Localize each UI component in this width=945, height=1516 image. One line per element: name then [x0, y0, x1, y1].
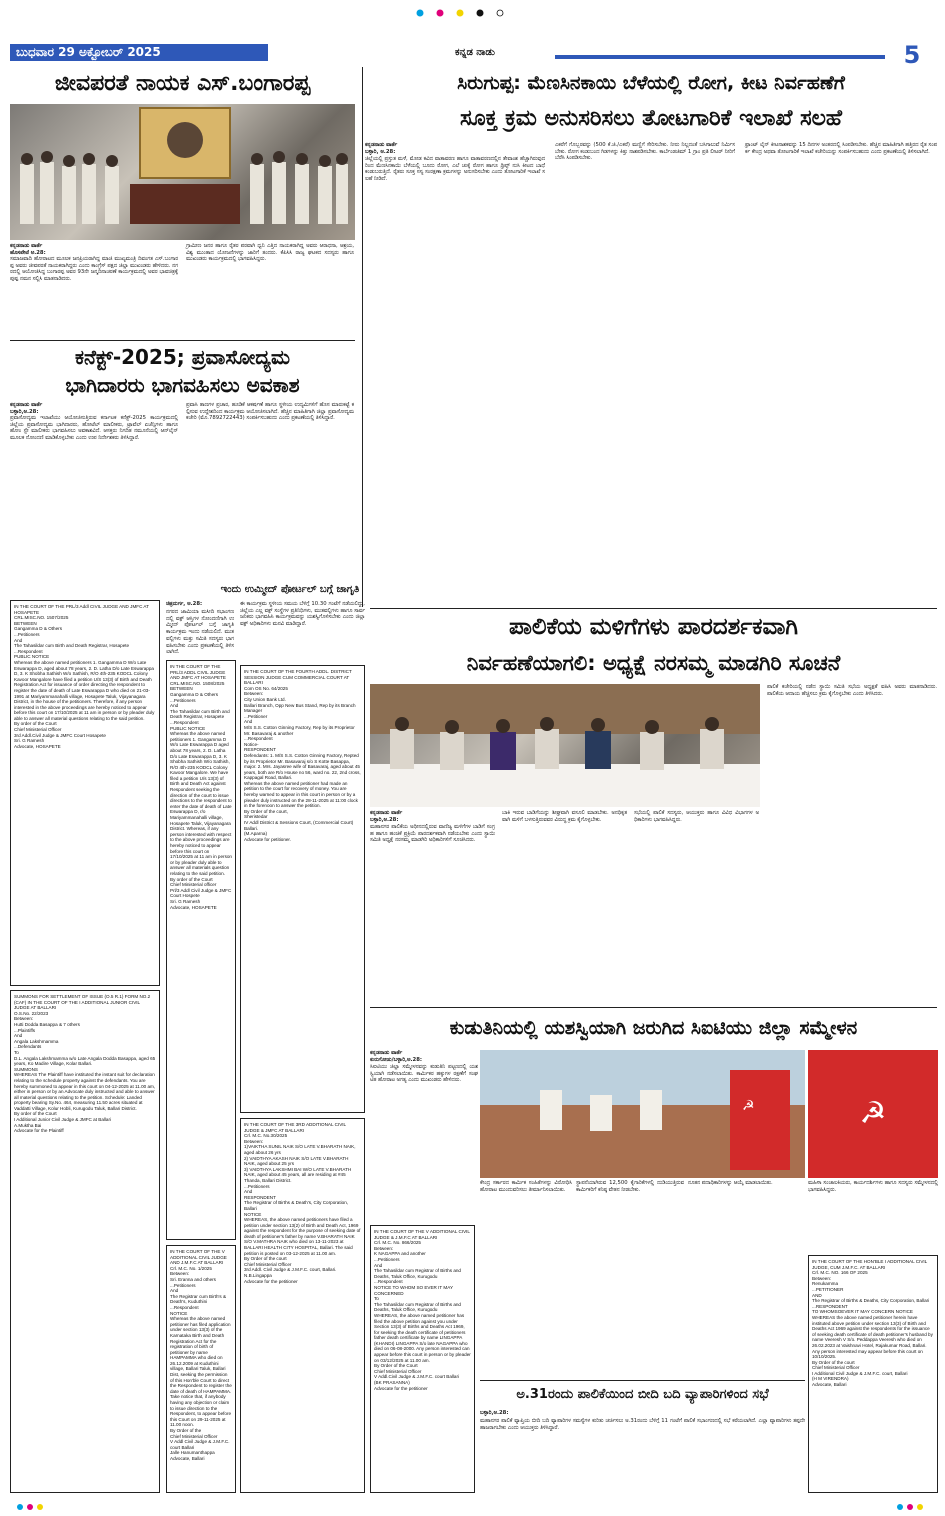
court-notice: IN THE COURT OF THE FOURTH ADDL. DISTRICT SESSION JUDGE CUM COMMERCIAL COURT AT BALLARI Com OS No. 64/2025 Between: City Union Bank Ltd. Ballari Branch, Opp New Bus Stand, Rep by its Branch Manager ...Petitioner And M/S S.S. Cotton Ginning Factory, Rep by its Proprietor Mr. Basavaraj & another ...Respondent Notice- RESPONDENT Defendants: 1. M/S S.S. Cotton Ginning Factory, Repted by its Proprietor Mr. Basavaraj s/o S Kotte Basappa, major. 2. Mrs. Jayasree wife of Basavaraj, aged about 45 years, both are R/o House no 56, ward no. 22, 2nd cross, Kappagal Road, Ballari. Whereas the above named petitioner had made an petition to the court for recovery of money. You are hereby warned to appear in this court in person or by a pleader duly instructed on the 28-11-2025 at 11:00 clock in the forenoon to answer the petition. By Order of the court, Sheristedar IV Addl District & Sessions Court, (Commercial Court) Ballari. (M.Aparna) Advocate for petitioner. — [240, 665, 365, 1113]
citu-flag — [808, 1050, 938, 1178]
article1-body-col2: ಗ್ರಾಮೀಣ ಜನರ ಹಾಗೂ ರೈತರ ಪರವಾಗಿ ಧ್ವನಿ ಎತ್ತಿದ ನಾಯಕರಾಗಿದ್ದ ಅವರು ಆರಾಧನಾ, ಆಶ್ರಯ, ವಿಶ್ವ ಮುಂತಾದ ಯೋಜನೆಗಳನ್ನು ಜಾರಿಗೆ ತಂದರು. ಕೆಪಿಸಿಸಿ ರಾಜ್ಯ ಘಟಕದ ಸದಸ್ಯರು ಹಾಗೂ ಮುಖಂಡರು ಕಾರ್ಯಕ್ರಮದಲ್ಲಿ ಭಾಗವಹಿಸಿದ್ದರು. — [186, 243, 356, 263]
divider — [370, 1007, 937, 1008]
article6-headline: ಇಂದು ಉಮ್ಮೀದ್ ಪೋರ್ಟಲ್ ಬಗ್ಗೆ ಜಾಗೃತಿ — [220, 584, 360, 595]
article5-headline: ಕುಡುತಿನಿಯಲ್ಲಿ ಯಶಸ್ವಿಯಾಗಿ ಜರುಗಿದ ಸಿಐಟಿಯು ಜಿಲ್ಲಾ ಸಮ್ಮೇಳನ — [449, 1017, 858, 1039]
article6-body: ನಗರದ ಜಾಮಿಯಾ ಮಸೀದಿ ಸಭಾಂಗಣದಲ್ಲಿ ವಕ್ಫ್ ಆಸ್ತಿಗಳ ನೋಂದಣಿಗಾಗಿ ಉಮ್ಮೀದ್ ಪೋರ್ಟಲ್ ಬಗ್ಗೆ ಜಾಗೃತಿ ಕಾರ್ಯಕ್ರಮ ಇಂದು ನಡೆಯಲಿದೆ. ಮುತವಲ್ಲಿಗಳು ಮತ್ತು ಸಮಿತಿ ಸದಸ್ಯರು ಭಾಗವಹಿಸಬೇಕು ಎಂದು ಪ್ರಕಟಣೆಯಲ್ಲಿ ತಿಳಿಸಲಾಗಿದೆ. — [166, 609, 236, 656]
registration-dots-icon — [380, 9, 540, 17]
article3-body-col3: ಫ್ರಾಂಟ್ ಲೈನ್ ಕೀಟನಾಶಕವನ್ನು 15 ದಿನಗಳ ಅಂತರದಲ್ಲಿ ಸಿಂಪಡಿಸಬೇಕು. ಹೆಚ್ಚಿನ ಮಾಹಿತಿಗಾಗಿ ಹತ್ತಿರದ ರೈತ ಸಂಪರ್ಕ ಕೇಂದ್ರ ಅಥವಾ ತೋಟಗಾರಿಕೆ ಇಲಾಖೆ ಕಚೇರಿಯನ್ನು ಸಂಪರ್ಕಿಸಬಹುದು ಎಂದು ಪ್ರಕಟಣೆಯಲ್ಲಿ ತಿಳಿಸಲಾಗಿದೆ. — [745, 142, 937, 155]
court-notice: IN THE COURT OF THE PRL/3 Addl CIVIL JUDGE AND JMFC AT HOSAPETE CRL.MISC.NO. 1507/2025 BETWEEN Gangamma D & Others ...Petitioners And The Tahasildar cum Birth and Death Registrar, Hosapete ...Respondent PUBLIC NOTICE Whereas the above named petitioners 1. Gangamma D W/o Late Eswarappa D, aged about 78 years, 2. D. Latha D/o Late Eswarappa D, 3. K Shobha Sathish W/o Sathish, R/O 4th-235 KODCL Colony Kavoor Mangalore have filed a petition U/S 13(3) of Birth and Death Registration Act for issuance of order directing the respondent to register the date of death of Late Eswarappa D who died on 21-03-1991 at Mariyammanahalli village, Hosapete Taluk, Vijayanagara District, in the house of the petitioners. Therefore, if any person interested in the above proceedings are hereby noticed to appear before this court on 17/10/2025 at 11 am in person or by pleader duly able to answer all material questions relating to the said petition. By order of the Court Chief Ministerial Officer 3rd Addl.Civil Judge & JMFC Court Hosapete Sri. G Ramesh Advocate, HOSAPETE — [10, 600, 160, 986]
article6-continued: ಈ ಕಾರ್ಯಕ್ರಮ ಸ್ಥಳೀಯ ಸಮಯ ಬೆಳಿಗ್ಗೆ 10.30 ಗಂಟೆಗೆ ನಡೆಯಲಿದ್ದು, ಜಿಲ್ಲೆಯ ಎಲ್ಲ ವಕ್ಫ್ ಸಂಸ್ಥೆಗಳ ಪ್ರತಿನಿಧಿಗಳು, ಮುತವಲ್ಲಿಗಳು ಹಾಗೂ ಸಾರ್ವಜನಿಕರು ಭಾಗವಹಿಸಿ ಕಾರ್ಯಕ್ರಮವನ್ನು ಯಶಸ್ವಿಗೊಳಿಸಬೇಕು ಎಂದು ಜಿಲ್ಲಾ ವಕ್ಫ್ ಅಧಿಕಾರಿಗಳು ಮನವಿ ಮಾಡಿದ್ದಾರೆ. — [240, 601, 367, 628]
article4-body-col3: ಸಭೆಯಲ್ಲಿ ಪಾಲಿಕೆ ಸದಸ್ಯರು, ಆಯುಕ್ತರು ಹಾಗೂ ವಿವಿಧ ವಿಭಾಗಗಳ ಅಧಿಕಾರಿಗಳು ಭಾಗವಹಿಸಿದ್ದರು. — [634, 810, 759, 823]
article3-dateline: ಕನ್ನಡನಾಡು ವಾರ್ತೆ ಬಳ್ಳಾರಿ, ಅ.28: — [365, 142, 398, 155]
article5-body-col5: ಮಹಿಳಾ ಸಂಚಾಲಕಿಯರು, ಕಾರ್ಯದರ್ಶಿಗಳು ಹಾಗೂ ಸದಸ್ಯರು ಸಮ್ಮೇಳನದಲ್ಲಿ ಭಾಗವಹಿಸಿದ್ದರು. — [808, 1180, 940, 1193]
article2-body-col1: ಪ್ರವಾಸೋದ್ಯಮ ಇಲಾಖೆಯು ಆಯೋಜಿಸುತ್ತಿರುವ ಕರ್ನಾಟಕ ಕನೆಕ್ಟ್-2025 ಕಾರ್ಯಕ್ರಮದಲ್ಲಿ ಜಿಲ್ಲೆಯ ಪ್ರವಾಸೋದ್ಯಮ ಭಾಗಿದಾರರು, ಹೋಟೆಲ್ ಮಾಲೀಕರು, ಟ್ರಾವೆಲ್ ಏಜೆನ್ಸಿಗಳು ಹಾಗೂ ಹೋಂ ಸ್ಟೇ ಮಾಲೀಕರು ಭಾಗವಹಿಸಲು ಅವಕಾಶವಿದೆ. ಆಸಕ್ತರು ನಿಗದಿತ ನಮೂನೆಯಲ್ಲಿ ಆನ್‌ಲೈನ್ ಮೂಲಕ ನೋಂದಣಿ ಮಾಡಿಕೊಳ್ಳಬೇಕು ಎಂದು ಉಪ ನಿರ್ದೇಶಕರು ತಿಳಿಸಿದ್ದಾರೆ. — [10, 415, 180, 442]
page-number-bar — [555, 55, 885, 59]
bottom-registration-marks — [0, 1497, 945, 1507]
divider — [370, 608, 937, 609]
article7-dateline: ಬಳ್ಳಾರಿ,ಅ.28: — [480, 1410, 509, 1416]
article7-headline: ಅ.31ರಂದು ಪಾಲಿಕೆಯಿಂದ ಬೀದಿ ಬದಿ ವ್ಯಾಪಾರಿಗಳಿಂದ ಸಭೆ — [516, 1387, 769, 1402]
article3-headline-line1: ಸಿರುಗುಪ್ಪ: ಮೆಣಸಿನಕಾಯಿ ಬೆಳೆಯಲ್ಲಿ ರೋಗ, ಕೀಟ ನಿರ್ವಹಣೆಗೆ — [457, 72, 845, 94]
court-notice: IN THE COURT OF THE HON'BLE I ADDITIONAL CIVIL JUDGE, CUM J.M.F.C. AT BALLARI Crl. M.C. NO. 166 OF 2025 Between: Renukamma ...PETITIONER AND The Registrar of Births & Deaths, City Corporation, Ballari ...RESPONDENT TO WHOMSOEVER IT MAY CONCERN NOTICE WHEREAS the above named petitioner herein have instituted above petition under section 13(3) of Birth and Deaths Act 1969 against the respondents for the issuance of seeking death certificate of death petitioner's husband by name Veeresh V S/o. Peddappa Veeresh who died on 26.02.2023 at Vaishnavi Hotel, Rajakumar Road, Ballari. Any person interested may appear before this court on 10/10/2025. By Order of the court Chief Ministerial Officer I Additional Civil Judge & J.M.F.C. court, Ballari (H M VIRENDRA) Advocate, Ballari — [808, 1255, 938, 1493]
article5-body-col1: ಸಿಐಟಿಯು ಜಿಲ್ಲಾ ಸಮ್ಮೇಳನವನ್ನು ಕುಡುತಿನಿ ಪಟ್ಟಣದಲ್ಲಿ ಯಶಸ್ವಿಯಾಗಿ ನಡೆಸಲಾಯಿತು. ಕಾರ್ಮಿಕರ ಹಕ್ಕುಗಳ ರಕ್ಷಣೆಗೆ ಸಂಘಟಿತ ಹೋರಾಟ ಅಗತ್ಯ ಎಂದು ಮುಖಂಡರು ಹೇಳಿದರು. — [370, 1064, 478, 1084]
article4-dateline: ಕನ್ನಡನಾಡು ವಾರ್ತೆ ಬಳ್ಳಾರಿ,ಅ.28: — [370, 810, 403, 823]
meeting-photo-icon — [370, 684, 760, 807]
article1-photo — [10, 104, 355, 240]
article7-body: ಮಹಾನಗರ ಪಾಲಿಕೆ ವ್ಯಾಪ್ತಿಯ ಬೀದಿ ಬದಿ ವ್ಯಾಪಾರಿಗಳ ಸಮಸ್ಯೆಗಳ ಕುರಿತು ಚರ್ಚಿಸಲು ಅ.31ರಂದು ಬೆಳಿಗ್ಗೆ 11 ಗಂಟೆಗೆ ಪಾಲಿಕೆ ಸಭಾಂಗಣದಲ್ಲಿ ಸಭೆ ಕರೆಯಲಾಗಿದೆ. ಎಲ್ಲಾ ವ್ಯಾಪಾರಿಗಳು ತಪ್ಪದೇ ಹಾಜರಾಗಬೇಕು ಎಂದು ಆಯುಕ್ತರು ತಿಳಿಸಿದ್ದಾರೆ. — [480, 1418, 807, 1431]
article5-body-col2: ಕೇಂದ್ರ ಸರ್ಕಾರದ ಕಾರ್ಮಿಕ ಸಂಹಿತೆಗಳನ್ನು ವಿರೋಧಿಸಿ ಹೋರಾಟ ಮುಂದುವರಿಸಲು ತೀರ್ಮಾನಿಸಲಾಯಿತು. — [480, 1180, 574, 1193]
article6-dateline: ಚಿತ್ರದುರ್ಗ, ಅ.28: — [166, 601, 203, 607]
group-photo-icon — [10, 104, 355, 240]
article4-body-col4: ಪಾಲಿಕೆ ಕಚೇರಿಯಲ್ಲಿ ನಡೆದ ಸ್ಥಾಯಿ ಸಮಿತಿ ಸಭೆಯ ಅಧ್ಯಕ್ಷತೆ ವಹಿಸಿ ಅವರು ಮಾತನಾಡಿದರು. ಪಾಲಿಕೆಯ ಆದಾಯ ಹೆಚ್ಚಿಸಲು ಕ್ರಮ ಕೈಗೊಳ್ಳಬೇಕು ಎಂದು ತಿಳಿಸಿದರು. — [767, 684, 939, 697]
article4-headline-line2: ನಿರ್ವಹಣೆಯಾಗಲಿ: ಅಧ್ಯಕ್ಷೆ ನರಸಮ್ಮ ಮಾಡಗಿರಿ ಸೂಚನೆ — [466, 651, 841, 675]
divider — [10, 340, 355, 341]
masthead — [0, 0, 945, 69]
page-number: 5 — [903, 41, 921, 69]
article1-dateline: ಕನ್ನಡನಾಡು ವಾರ್ತೆ ಹೊಸಪೇಟೆ ಅ.28: — [10, 243, 46, 256]
divider — [480, 1380, 805, 1381]
article4-body-col2: ಬಾಕಿ ಇರುವ ಬಾಡಿಗೆಯನ್ನು ಶೀಘ್ರವಾಗಿ ವಸೂಲಿ ಮಾಡಬೇಕು. ಅನಧಿಕೃತವಾಗಿ ಮಳಿಗೆ ಬಳಸುತ್ತಿರುವವರ ವಿರುದ್ಧ ಕ್ರಮ ಕೈಗೊಳ್ಳಬೇಕು. — [502, 810, 627, 823]
article3-headline-line2: ಸೂಕ್ತ ಕ್ರಮ ಅನುಸರಿಸಲು ತೋಟಗಾರಿಕೆ ಇಲಾಖೆ ಸಲಹೆ — [459, 106, 843, 131]
article4-photo — [370, 684, 760, 807]
court-notice: IN THE COURT OF THE 3RD ADDITIONAL CIVIL JUDGE & JMFC AT BALLARI Crl. M.C. No.30/2025 Between: 1)VAIKTHA SUNIL NAIK S/O LATE V.BHARATH NAIK, aged about 26 yrs 2) VAIDTHYA AKASH NAIK S/O LATE V.BHARATH NAIK, aged about 25 yrs 3) VAIDTHYA LAKSHMI BAI W/O LATE V.BHARATH NAIK, aged about 45 years, all are residing at #45 Thanda, Ballari District. ...Petitioners And RESPONDENT The Registrar of Births & Death's, City Corporation, Ballari NOTICE WHEREAS, the above named petitioners have filed a petition under section 13(2) of Birth and Death Act, 1969 against the respondent for the purpose of seeking date of death of petitioner's father by name V.BHARATH NAIK S/O V.MATHRA NAIK who died on 13-11-2023 at BALLARI HEALTH CITY HOSPITAL, Ballari. The said petition is posted on 03-12-2025 at 11.00 am. By Order of the court Chief Ministerial Officer 3rd Addl. Civil Judge & J.M.F.C. court, Ballari. N.B.Lingappa Advocate for the petitioner — [240, 1118, 365, 1493]
court-notice: IN THE COURT OF THE V ADDITIONAL CIVIL JUDGE AND J.M.F.C AT BALLARI Crl. M.C. No. 1/2025 Between: Sri. Eranna and others ...Petitioners And The Registrar cum Birth's & Death's, Kuduthini ...Respondent NOTICE Whereas the above named petitioner has filed application under section 13(3) of the Karnataka Birth and Death Registration Act for the registration of birth of petitioner by name HAMPAMMA who died on 26.12.2009 at Kuduthini village, Ballari Taluk, Ballari Dist, seeking the permission of this Hon'ble Court to direct the Respondent to register the date of death of HAMPAMMA. Take notice that, if anybody having any objection or claim to issue direction to the Respondent, to appear before this Court on 29-11-2025 at 11.00 noon. By Order of the Chief Ministerial Officer V Addl Civil Judge & J.M.F.C. court Ballari Jalle Hanumanthappa Advocate, Ballari — [166, 1245, 236, 1493]
registration-dots-icon — [0, 1502, 945, 1512]
article2-body-col2: ಪ್ರವಾಸಿ ತಾಣಗಳ ಪ್ರಚಾರ, ಹೂಡಿಕೆ ಆಕರ್ಷಣೆ ಹಾಗೂ ಸ್ಥಳೀಯ ಉದ್ಯಮಿಗಳಿಗೆ ಹೊಸ ಮಾರುಕಟ್ಟೆ ಕಲ್ಪಿಸುವ ಉದ್ದೇಶದಿಂದ ಕಾರ್ಯಕ್ರಮ ಆಯೋಜಿಸಲಾಗಿದೆ. ಹೆಚ್ಚಿನ ಮಾಹಿತಿಗಾಗಿ ಜಿಲ್ಲಾ ಪ್ರವಾಸೋದ್ಯಮ ಕಚೇರಿ (ಮೊ.7892722443) ಸಂಪರ್ಕಿಸಬಹುದು ಎಂದು ಪ್ರಕಟಣೆಯಲ್ಲಿ ತಿಳಿಸಿದ್ದಾರೆ. — [186, 402, 356, 422]
article3-body-col1: ಜಿಲ್ಲೆಯಲ್ಲಿ ಪ್ರಸ್ತುತ ಮಳೆ, ಮೋಡ ಕವಿದ ವಾತಾವರಣ ಹಾಗೂ ವಾತಾವರಣದಲ್ಲಿನ ತೇವಾಂಶ ಹೆಚ್ಚಾಗಿರುವುದರಿಂದ ಮೆಣಸಿನಕಾಯಿ ಬೆಳೆಯಲ್ಲಿ ಬೂದು ರೋಗ, ಎಲೆ ಚುಕ್ಕೆ ರೋಗ ಹಾಗೂ ಥ್ರಿಪ್ಸ್ ನುಸಿ ಕೀಟದ ಬಾಧೆ ಕಂಡುಬರುತ್ತಿದೆ. ರೈತರು ಸೂಕ್ತ ಸಸ್ಯ ಸಂರಕ್ಷಣಾ ಕ್ರಮಗಳನ್ನು ಅನುಸರಿಸಬೇಕು ಎಂದು ತೋಟಗಾರಿಕೆ ಇಲಾಖೆ ಸಲಹೆ ನೀಡಿದೆ. — [365, 156, 547, 183]
registration-marks — [380, 2, 540, 10]
paper-name: ಕನ್ನಡ ನಾಡು — [455, 47, 495, 58]
rally-photo-icon — [480, 1050, 805, 1178]
divider — [362, 67, 363, 607]
article2-headline-line1: ಕನೆಕ್ಟ್-2025; ಪ್ರವಾಸೋದ್ಯಮ — [74, 345, 290, 369]
article4-headline-line1: ಪಾಲಿಕೆಯ ಮಳಿಗೆಗಳು ಪಾರದರ್ಶಕವಾಗಿ — [509, 614, 798, 640]
article5-dateline: ಕನ್ನಡನಾಡು ವಾರ್ತೆ ಕುರುಗೋಡು/ಬಳ್ಳಾರಿ,ಅ.28: — [370, 1050, 422, 1063]
date-bar — [10, 44, 268, 61]
article5-body-col3: ಸ್ಥಾಪನೆಯಾಗಿರುವ 12,500 ಕೈಗಾರಿಕೆಗಳಲ್ಲಿ ದುಡಿಯುತ್ತಿರುವ ಕಾರ್ಮಿಕರಿಗೆ ಕನಿಷ್ಠ ವೇತನ ನೀಡಬೇಕು. — [576, 1180, 686, 1193]
article2-dateline: ಕನ್ನಡನಾಡು ವಾರ್ತೆ ಬಳ್ಳಾರಿ,ಅ.28: — [10, 402, 43, 415]
hammer-sickle-icon: ☭ — [859, 1096, 887, 1131]
article3-body-col2: ಎಕರೆಗೆ ಗೊಬ್ಬರವನ್ನು (500 ಕೆ.ಜಿ./ಎಕರೆ) ಮಣ್ಣಿಗೆ ಸೇರಿಸಬೇಕು. ನೀರು ನಿಲ್ಲದಂತೆ ಬಸಿಗಾಲುವೆ ನಿರ್ಮಿಸಬೇಕು. ರೋಗ ಕಂಡುಬಂದ ಗಿಡಗಳನ್ನು ಕಿತ್ತು ನಾಶಪಡಿಸಬೇಕು. ಕಾರ್ಬೆಂಡಜಿಮ್ 1 ಗ್ರಾಂ ಪ್ರತಿ ಲೀಟರ್ ನೀರಿಗೆ ಬೆರೆಸಿ ಸಿಂಪಡಿಸಬೇಕು. — [555, 142, 737, 162]
article1-headline: ಜೀವಪರತೆ ನಾಯಕ ಎಸ್.ಬಂಗಾರಪ್ಪ — [54, 71, 311, 96]
article1-body-col1: ಸಮಾಜವಾದಿ ಹೋರಾಟದ ಮೂಲಕ ಜನಪ್ರಿಯರಾಗಿದ್ದ ಮಾಜಿ ಮುಖ್ಯಮಂತ್ರಿ ದಿವಂಗತ ಎಸ್.ಬಂಗಾರಪ್ಪ ಅವರು ಜೀವಪರತೆ ನಾಯಕರಾಗಿದ್ದರು ಎಂದು ಕಾಂಗ್ರೆಸ್ ಪಕ್ಷದ ಜಿಲ್ಲಾ ಮುಖಂಡರು ಹೇಳಿದರು. ನಗರದಲ್ಲಿ ಆಯೋಜಿಸಿದ್ದ ಬಂಗಾರಪ್ಪ ಅವರ 93ನೇ ಜನ್ಮದಿನಾಚರಣೆ ಕಾರ್ಯಕ್ರಮದಲ್ಲಿ ಅವರ ಭಾವಚಿತ್ರಕ್ಕೆ ಪುಷ್ಪ ನಮನ ಸಲ್ಲಿಸಿ ಮಾತನಾಡಿದರು. — [10, 256, 180, 283]
svg-text:☭: ☭ — [742, 1098, 755, 1114]
article5-photo — [480, 1050, 805, 1178]
article4-body-col1: ಮಹಾನಗರ ಪಾಲಿಕೆಯ ಅಧೀನದಲ್ಲಿರುವ ವಾಣಿಜ್ಯ ಮಳಿಗೆಗಳ ಬಾಡಿಗೆ ಸಂಗ್ರಹ ಹಾಗೂ ಹಂಚಿಕೆ ಪ್ರಕ್ರಿಯೆ ಪಾರದರ್ಶಕವಾಗಿ ನಡೆಯಬೇಕು ಎಂದು ಸ್ಥಾಯಿ ಸಮಿತಿ ಅಧ್ಯಕ್ಷೆ ನರಸಮ್ಮ ಮಾಡಗಿರಿ ಅಧಿಕಾರಿಗಳಿಗೆ ಸೂಚಿಸಿದರು. — [370, 824, 497, 844]
court-notice: SUMMONS FOR SETTLEMENT OF ISSUE (O.5 R.1) FORM NO.2 (CAF) IN THE COURT OF THE I ADDITIONAL JUNIOR CIVIL JUDGE AT BALLARI O.S.No. 22/2023 Between: Hutti Dodda Basappa & 7 others ...Plaintiffs And Angala Lakshmamma ...Defendants To D.L. Angala Lakshmamma w/o Late Angala Dodda Basappa, aged 65 years, Ko Madire Village, Kolar Ballari. SUMMONS WHEREAS The Plaintiff have instituted the instant suit for declaration relating to the schedule property against the defendants. You are hereby summoned to appear in this court on 04-12-2025 at 11.00 am, either in person or by an Advocate duly instructed and able to answer all material questions relating to the petition. Schedule: Landed property bearing Sy.No. 464, measuring 11.50 acres situated at Vaddatti Village, Kolur Hobli, Kurugodu Taluk, Ballari District. By order of the Court I Additional Junior Civil Judge & JMFC at Ballari A.Muktha Bai Advocate for the Plaintiff — [10, 990, 160, 1493]
court-notice: IN THE COURT OF THE PRL/3 ADDL CIVIL JUDGE AND JMFC AT HOSAPETE CRL.MISC.NO. 1508/2025 BETWEEN Gangamma D & Others ...Petitioners And The Tahasildar cum Birth and Death Registrar, Hosapete ...Respondent PUBLIC NOTICE Whereas the above named petitioners 1. Gangamma D W/o Late Eswarappa D aged about 78 years, 2. D. Latha D/o Late Eswarappa D, 3. K Shobha Sathish W/o Sathish, R/O 4th-235 KODCL Colony Kavoor Mangalore. We have filed a petition U/s 13(3) of Birth and Death Act against Respondent seeking the direction of the court to issue directions to the respondent to enter the date of death of Late Eswarappa D, r/o Mariyammanahalli village, Hosapete Taluk, Vijayanagara District. Whereas, if any person interested with respect to the above proceedings are hereby noticed to appear before this court on 17/10/2025 at 11 am in person or by pleader duly able to answer all materials question relating to the said petition. By order of the Court Chief Ministerial officer Prl/3 Addl Civil Judge & JMFC Court Hospete Sri. G Ramesh Advocate, HOSAPETE — [166, 660, 236, 1240]
article2-headline-line2: ಭಾಗಿದಾರರು ಭಾಗವಹಿಸಲು ಅವಕಾಶ — [65, 373, 300, 397]
issue-date: ಬುಧವಾರ 29 ಅಕ್ಟೋಬರ್ 2025 — [16, 45, 161, 59]
article5-body-col4: ನೂತನ ಪದಾಧಿಕಾರಿಗಳನ್ನು ಆಯ್ಕೆ ಮಾಡಲಾಯಿತು. — [688, 1180, 773, 1186]
court-notice: IN THE COURT OF THE V ADDITIONAL CIVIL JUDGE & J.M.F.C AT BALLARI Crl. M.C. No. 866/2025 Between: K NAGAPPA and another ...Petitioners And The Tahasildar cum Registrar of Births and Deaths, Taluk Office, Kurugodu ...Respondent NOTICE TO WHOM SO EVER IT MAY CONCERNED To The Tahasildar cum Registrar of Births and Deaths, Taluk Office, Kurugodu WHEREAS, the above named petitioner has filed the above petition against you under Section 13(3) of Births and Deaths Act 1969, for seeking the death certificate of petitioners father death certificate by name LINGAPPA (KHANDI) LINGAPPA S/o late NAGAPPA who died on 06-08-2000. Any person interested can appear before this court in person or by pleader on 03/12/2025 at 11.00 am. By Order of the Court Chief Ministerial Officer V Addl.Civil Judge & J.M.F.C. court Ballari (BK PRASANNA) Advocate for the petitioner — [370, 1225, 475, 1493]
